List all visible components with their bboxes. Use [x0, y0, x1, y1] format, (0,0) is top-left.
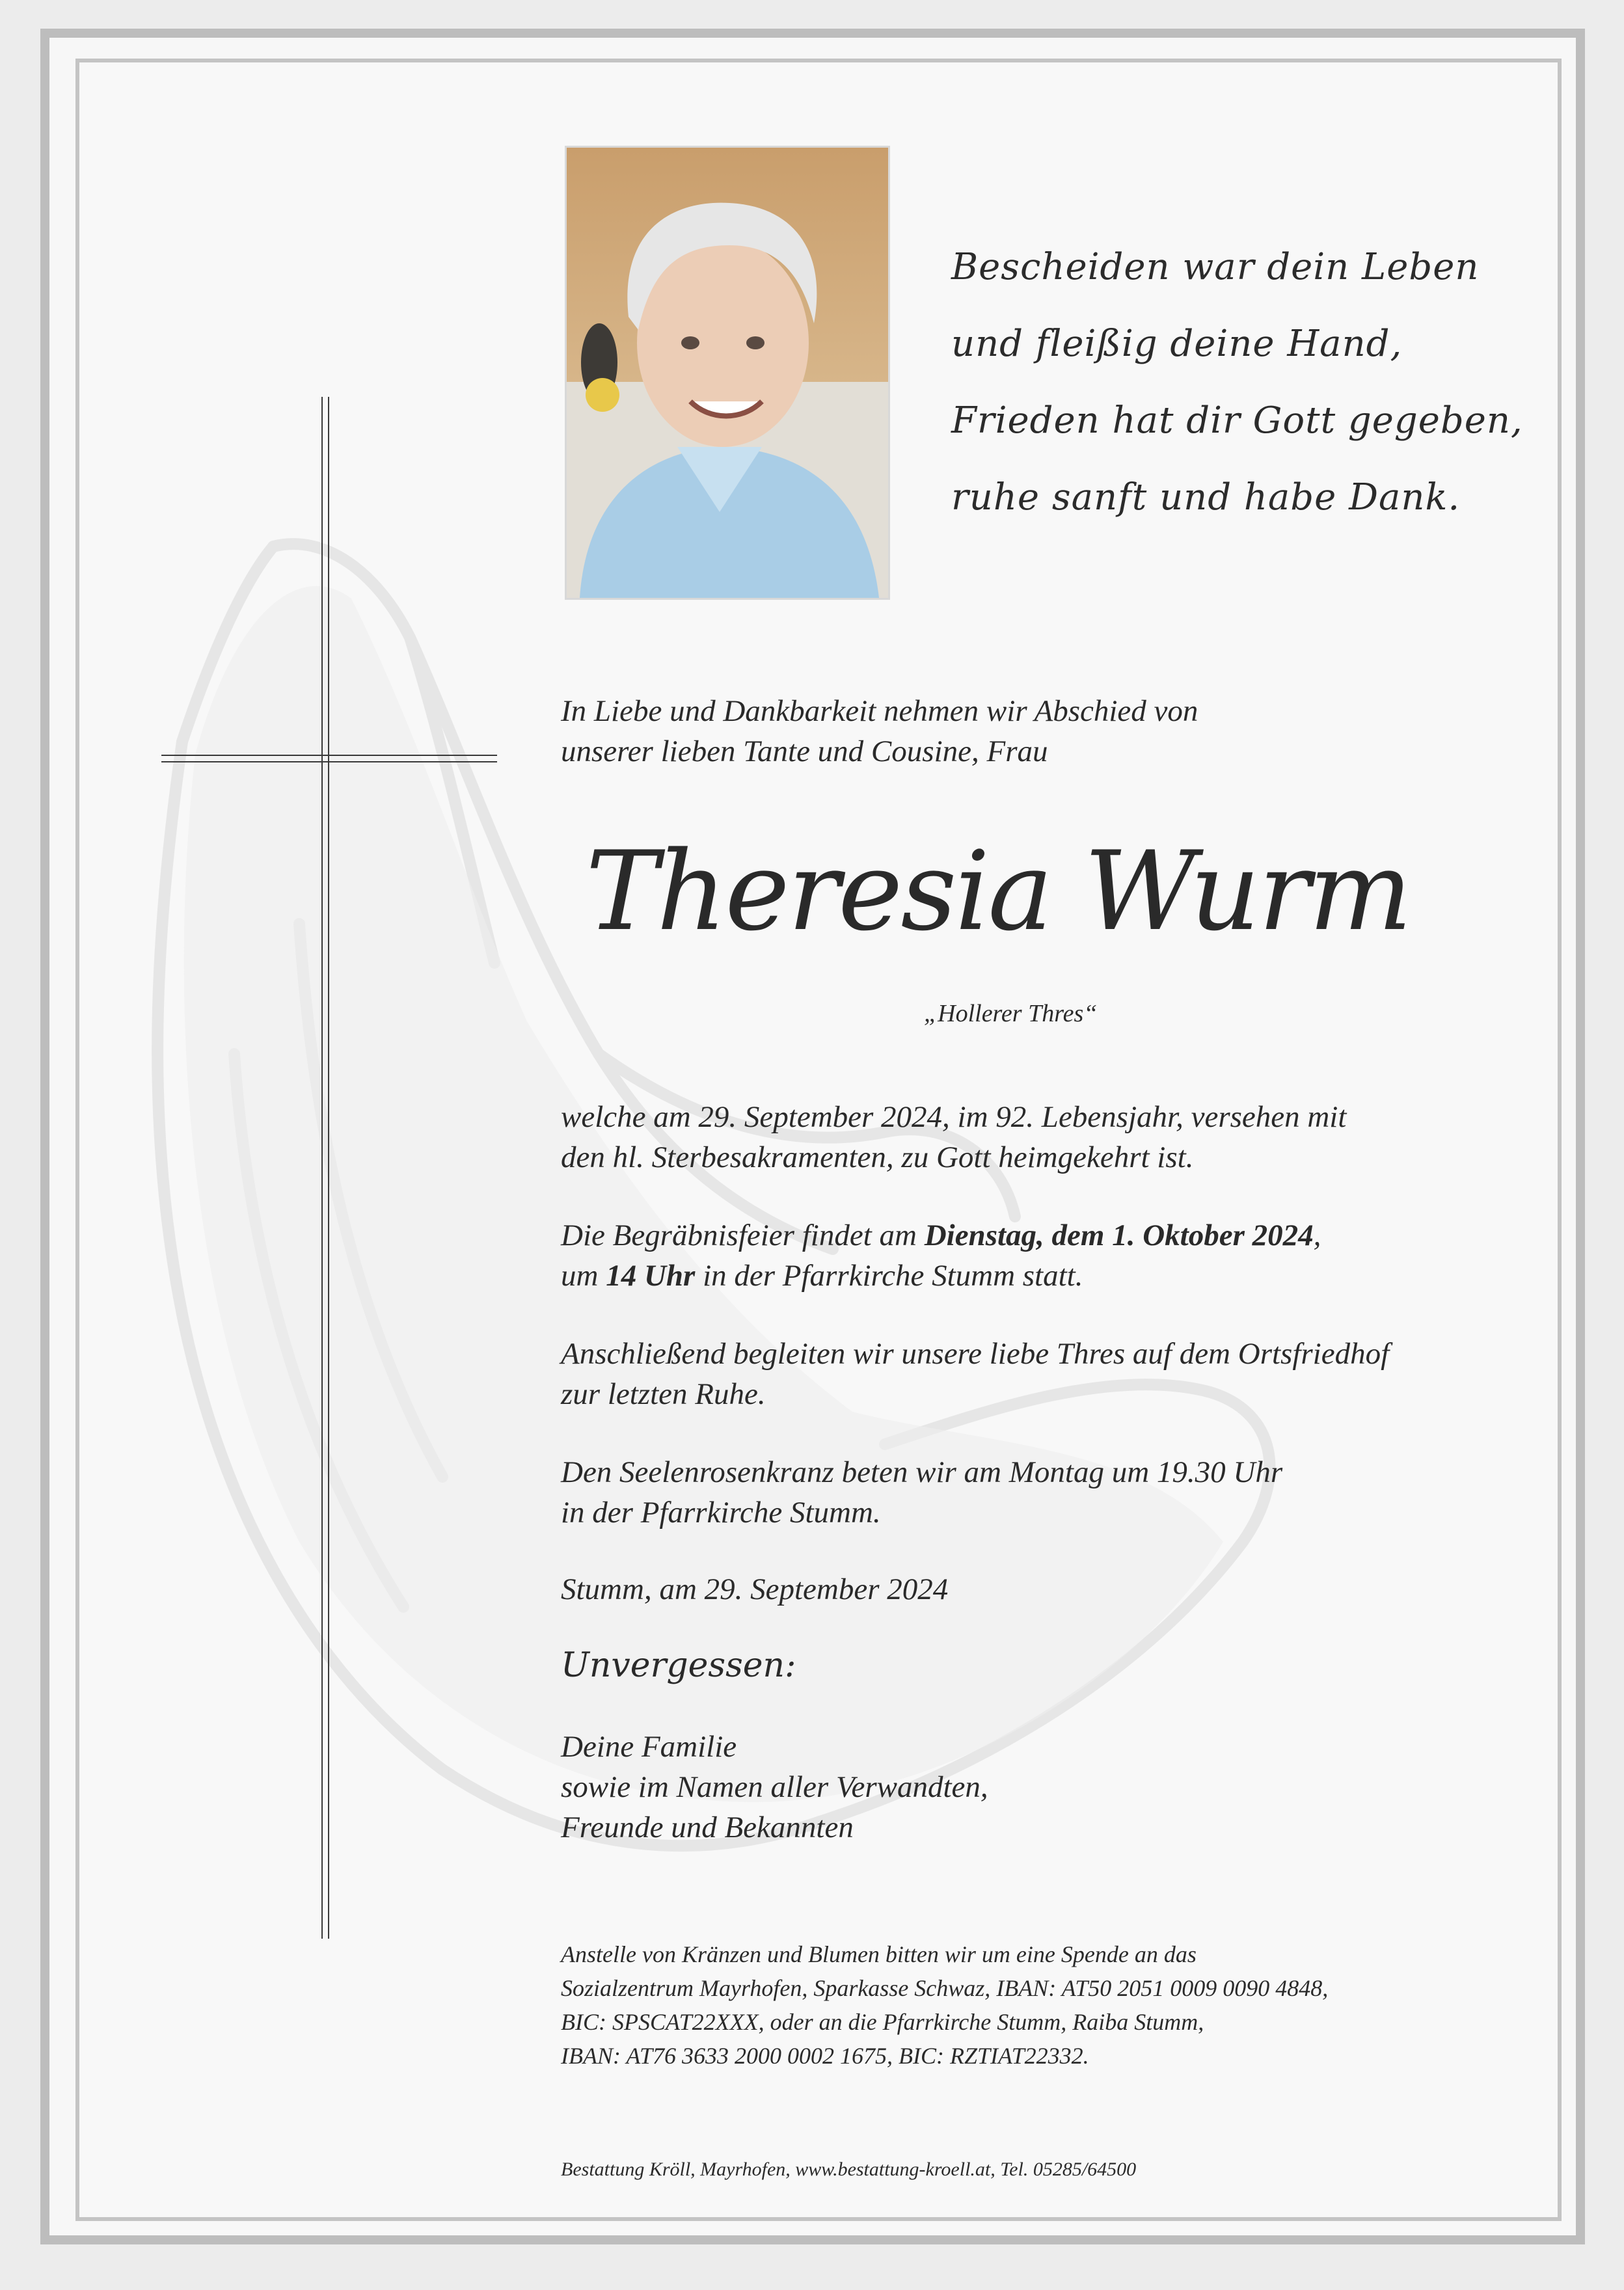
portrait-illustration [567, 148, 888, 598]
verse-line: ruhe sanft und habe Dank. [951, 476, 1461, 519]
donation-text [561, 1937, 1511, 2073]
family-line: sowie im Namen aller Verwandten, [561, 1770, 988, 1804]
family-line: Freunde und Bekannten [561, 1811, 854, 1844]
funeral-time: 14 Uhr [606, 1259, 696, 1293]
burial-line: Anschließend begleiten wir unsere liebe Thres auf dem Ortsfriedhof [561, 1337, 1390, 1371]
place-date [561, 1569, 1498, 1610]
donation-line: Sozialzentrum Mayrhofen, Sparkasse Schwaz, IBAN: AT50 2051 0009 0090 4848, [561, 1975, 1329, 2001]
family-text [561, 1727, 1498, 1848]
funeral-text-part: um [561, 1259, 606, 1293]
cross-horizontal-bar [161, 755, 497, 764]
portrait-photo [565, 146, 890, 600]
burial-line: zur letzten Ruhe. [561, 1377, 766, 1411]
funeral-date: Dienstag, dem 1. Oktober 2024 [924, 1219, 1314, 1252]
verse-line: Frieden hat dir Gott gegeben, [951, 399, 1523, 442]
burial-text [561, 1334, 1498, 1414]
death-text [561, 1097, 1498, 1178]
death-line: welche am 29. September 2024, im 92. Lebensjahr, versehen mit [561, 1100, 1347, 1134]
intro-line: In Liebe und Dankbarkeit nehmen wir Abschied von [561, 694, 1198, 728]
deceased-name: Theresia Wurm [586, 828, 1411, 955]
nickname: „Hollerer Thres“ [924, 1000, 1098, 1027]
donation-line: BIC: SPSCAT22XXX, oder an die Pfarrkirche Stumm, Raiba Stumm, [561, 2009, 1204, 2035]
death-line: den hl. Sterbesakramenten, zu Gott heimgekehrt ist. [561, 1140, 1194, 1174]
donation-line: IBAN: AT76 3633 2000 0002 1675, BIC: RZTIAT22332. [561, 2043, 1089, 2069]
cross-vertical-bar [321, 397, 331, 1939]
funeral-text-part: in der Pfarrkirche Stumm statt. [695, 1259, 1083, 1293]
funeral-text-part: Die Begräbnisfeier findet am [561, 1219, 925, 1252]
family-line: Deine Familie [561, 1730, 737, 1764]
rosary-line: Den Seelenrosenkranz beten wir am Montag um 19.30 Uhr [561, 1455, 1283, 1489]
rosary-text [561, 1452, 1498, 1533]
verse-line: Bescheiden war dein Leben [951, 246, 1480, 288]
rosary-line: in der Pfarrkirche Stumm. [561, 1496, 881, 1529]
funeral-text-part: , [1313, 1219, 1321, 1252]
intro-line: unserer lieben Tante und Cousine, Frau [561, 734, 1048, 768]
verse [951, 229, 1537, 536]
funeral-line-1 [561, 1215, 1498, 1256]
place-date-line: Stumm, am 29. September 2024 [561, 1572, 949, 1606]
funeral-home-footer: Bestattung Kröll, Mayrhofen, www.bestattung-kroell.at, Tel. 05285/64500 [561, 2159, 1137, 2180]
intro-text [561, 691, 1498, 772]
donation-line: Anstelle von Kränzen und Blumen bitten wir um eine Spende an das [561, 1941, 1197, 1967]
verse-line: und fleißig deine Hand, [951, 323, 1403, 365]
funeral-text [561, 1215, 1498, 1296]
funeral-line-2 [561, 1256, 1498, 1296]
unvergessen-heading: Unvergessen: [561, 1646, 796, 1685]
